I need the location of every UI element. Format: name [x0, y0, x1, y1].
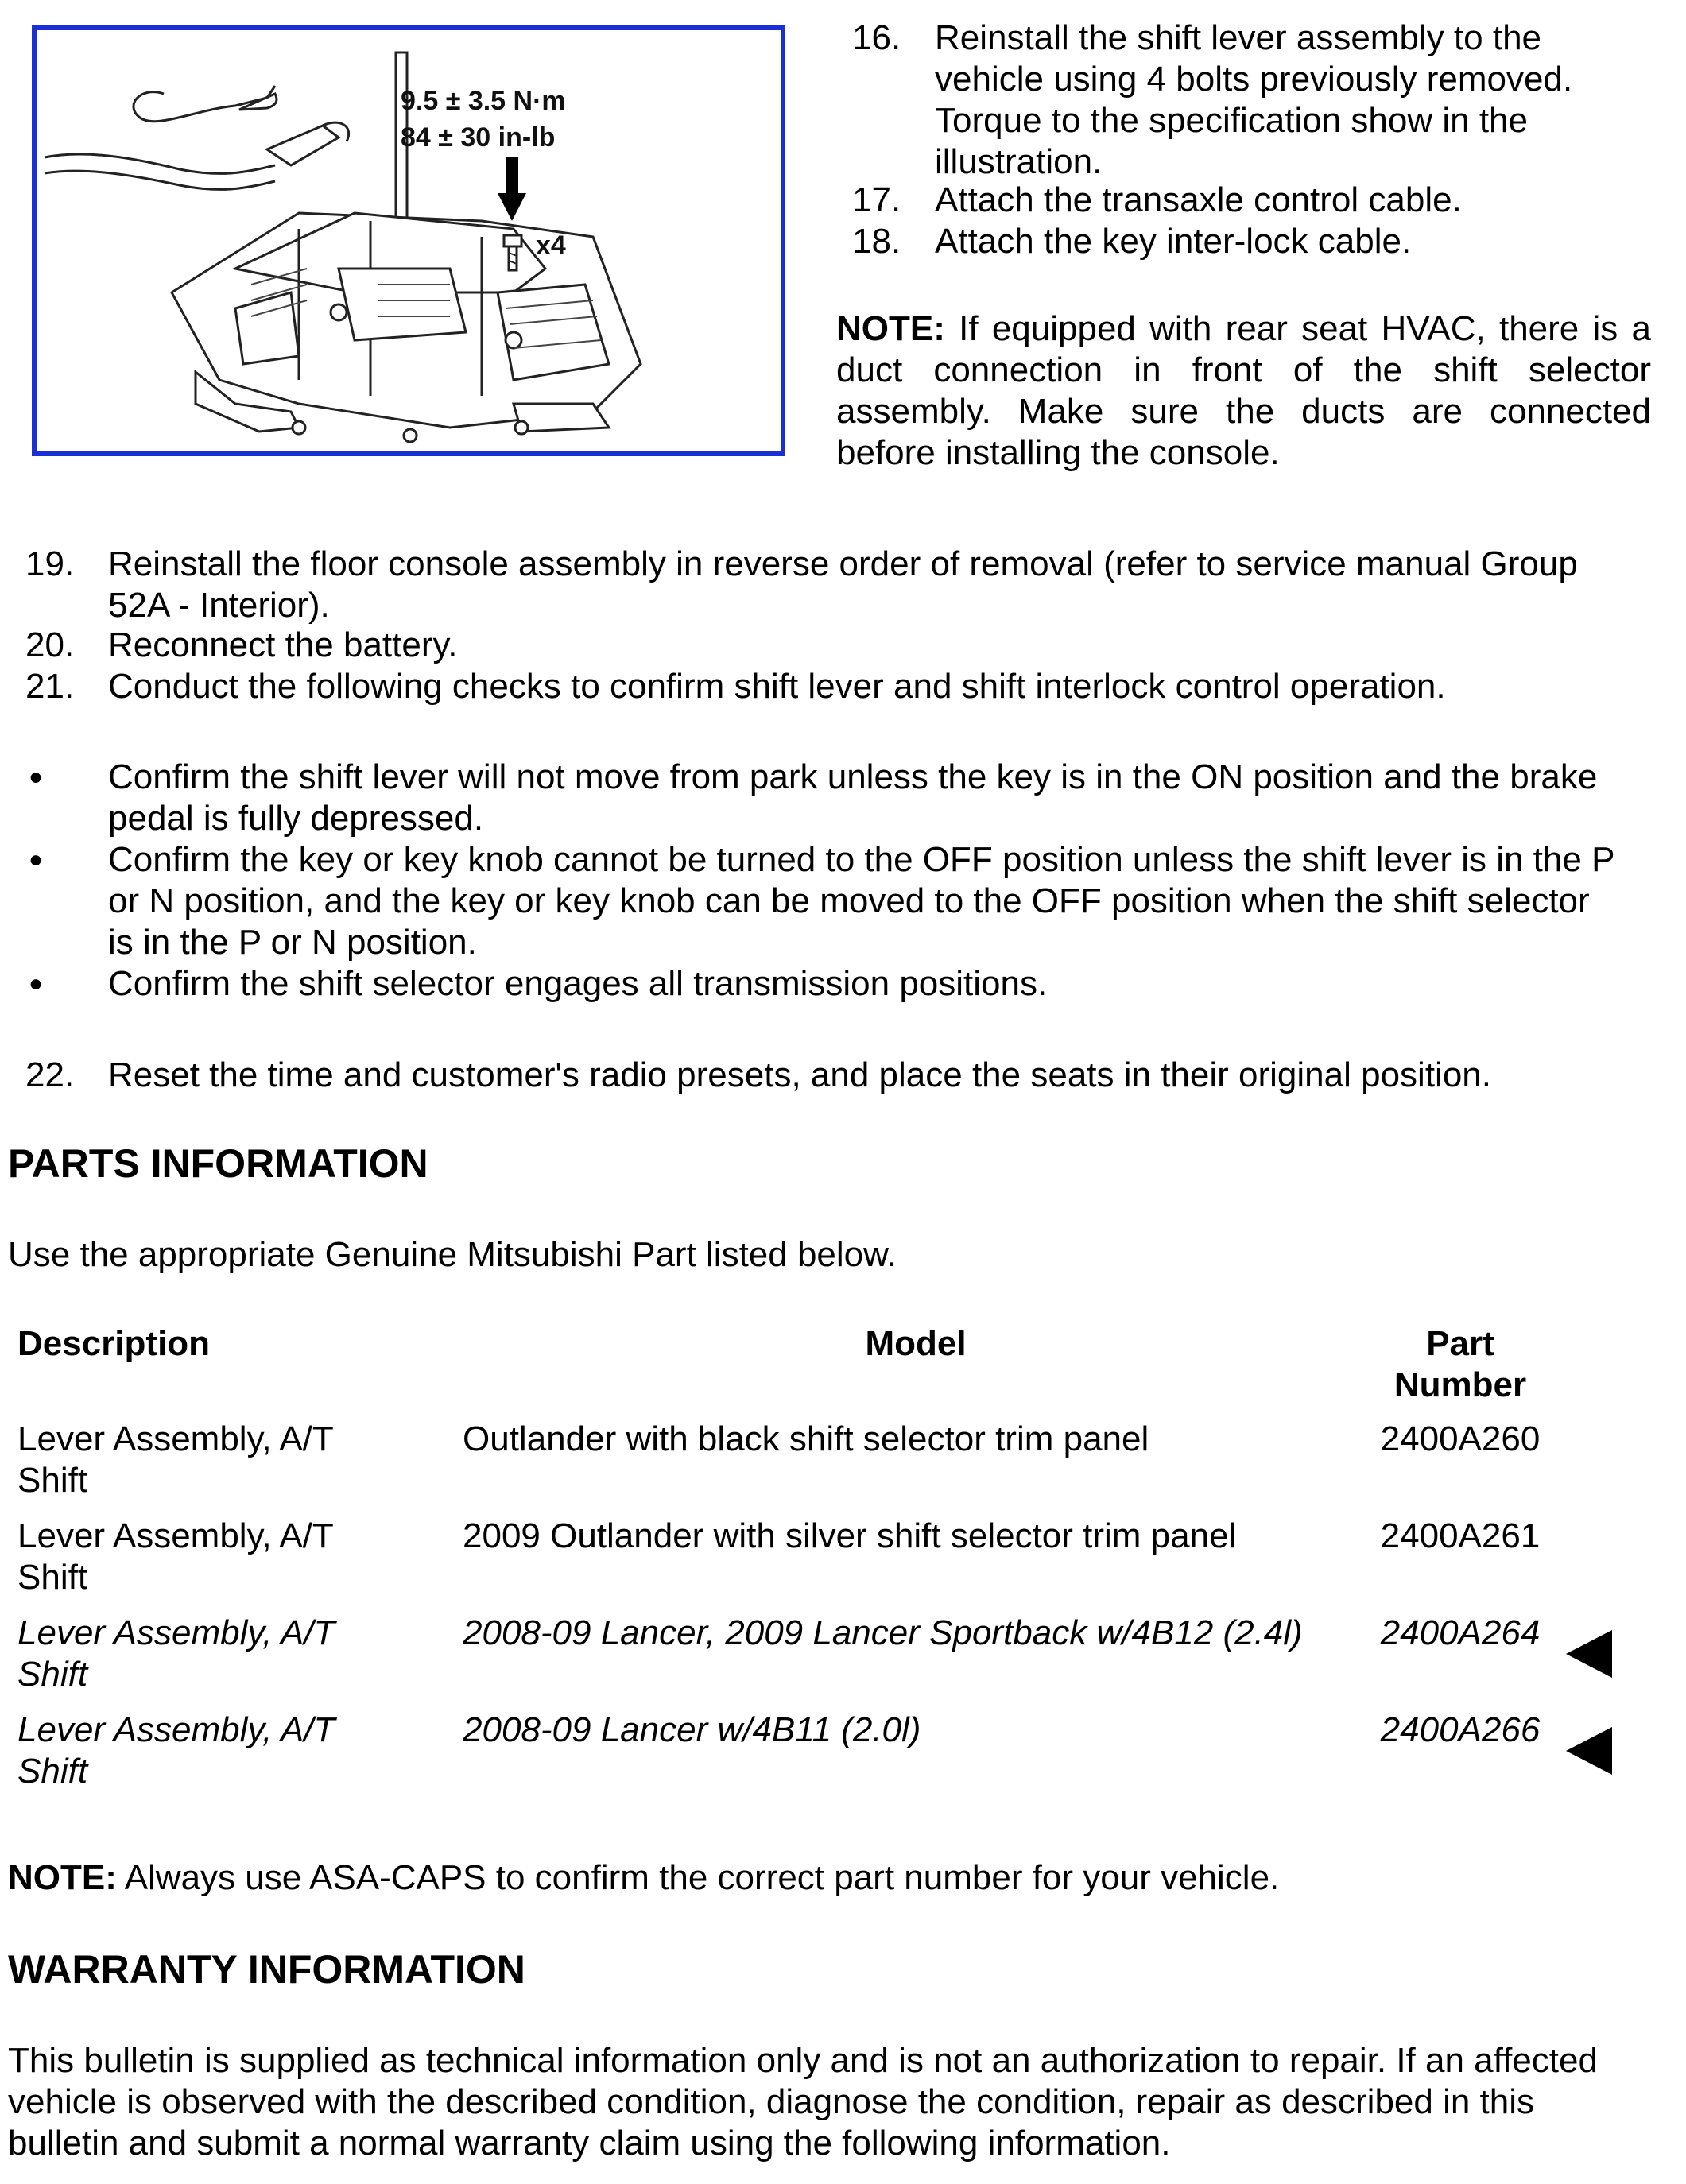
parts-note — [8, 1857, 1661, 1899]
shift-lever-drawing — [37, 30, 781, 451]
bullet-line: pedal is fully depressed. — [108, 799, 484, 838]
col-part-line: Part — [1426, 1324, 1494, 1363]
col-model: Model — [865, 1324, 967, 1363]
step-line: Reinstall the floor console assembly in reverse order of removal (refer to service manual Group — [108, 544, 1578, 583]
step-text: Attach the key inter-lock cable. — [935, 222, 1412, 261]
cell-marker — [1552, 1613, 1631, 1710]
bolt-qty-label: x4 — [536, 230, 566, 261]
step-number: 22. — [25, 1055, 75, 1094]
col-part-line: Number — [1393, 1365, 1527, 1404]
desc-line: Lever Assembly, A/T — [17, 1516, 334, 1555]
cell-model: Outlander with black shift selector trim panel — [463, 1419, 1149, 1458]
cell-marker — [1552, 1516, 1631, 1613]
col-marker — [1552, 1323, 1631, 1419]
cell-part-number: 2400A261 — [1380, 1516, 1541, 1555]
table-header-row — [8, 1323, 1631, 1419]
step-text — [935, 17, 1572, 183]
bullet-dot-icon: ● — [29, 970, 44, 997]
cell-model: 2009 Outlander with silver shift selector trim panel — [463, 1516, 1237, 1555]
note-label: NOTE: — [836, 309, 945, 348]
step-number: 21. — [25, 667, 75, 706]
torque-inlb-label: 84 ± 30 in-lb — [401, 122, 556, 153]
cell-marker — [1552, 1419, 1631, 1516]
shift-lever-illustration — [32, 25, 785, 456]
step-line: 52A - Interior). — [108, 586, 330, 625]
warranty-line: bulletin and submit a normal warranty claim using the following information. — [8, 2124, 1171, 2163]
step-text: Conduct the following checks to confirm shift lever and shift interlock control operation. — [108, 667, 1446, 706]
bullet-text — [108, 839, 1614, 963]
bullet-line: Confirm the shift lever will not move from park unless the key is in the ON position and the brake — [108, 757, 1598, 796]
bullet-line: or N position, and the key or key knob can be moved to the OFF position when the shift selector — [108, 881, 1590, 920]
step-number: 18. — [852, 222, 901, 261]
warranty-line: vehicle is observed with the described condition, diagnose the condition, repair as described in this — [8, 2082, 1535, 2121]
cell-model: 2008-09 Lancer w/4B11 (2.0l) — [463, 1710, 921, 1749]
bullet-text: Confirm the shift selector engages all transmission positions. — [108, 964, 1048, 1003]
cell-description — [8, 1710, 463, 1806]
step-text: Reset the time and customer's radio presets, and place the seats in their original position. — [108, 1055, 1491, 1094]
step-number: 17. — [852, 180, 901, 219]
step-number: 20. — [25, 625, 75, 664]
step-line: illustration. — [935, 142, 1103, 181]
bullet-dot-icon: ● — [29, 846, 44, 873]
warranty-text — [8, 2040, 1669, 2164]
table-row — [8, 1419, 1631, 1516]
table-row — [8, 1516, 1631, 1613]
change-marker-arrow-icon — [1566, 1630, 1612, 1678]
step-text: Attach the transaxle control cable. — [935, 180, 1462, 219]
parts-intro: Use the appropriate Genuine Mitsubishi Part listed below. — [8, 1235, 897, 1274]
parts-table — [8, 1323, 1631, 1806]
step-line: vehicle using 4 bolts previously removed. — [935, 60, 1573, 99]
desc-line: Shift — [17, 1461, 88, 1500]
desc-line: Lever Assembly, A/T — [17, 1419, 334, 1458]
cell-model: 2008-09 Lancer, 2009 Lancer Sportback w/4B12 (2.4l) — [463, 1613, 1303, 1652]
warranty-line: This bulletin is supplied as technical information only and is not an authorization to repair. If an affected — [8, 2041, 1598, 2080]
step-number: 16. — [852, 18, 901, 57]
step-text: Reconnect the battery. — [108, 625, 458, 664]
desc-line: Shift — [17, 1558, 88, 1597]
cell-part-number: 2400A264 — [1380, 1613, 1541, 1652]
step-line: Torque to the specification show in the — [935, 101, 1529, 140]
table-row — [8, 1613, 1631, 1710]
hvac-note — [836, 308, 1651, 474]
parts-heading: PARTS INFORMATION — [8, 1141, 428, 1186]
bullet-line: Confirm the key or key knob cannot be turned to the OFF position unless the shift lever is in the P — [108, 840, 1615, 879]
torque-nm-label: 9.5 ± 3.5 N·m — [401, 86, 566, 116]
cell-description — [8, 1419, 463, 1516]
note-label: NOTE: — [8, 1858, 117, 1897]
desc-line: Shift — [17, 1655, 88, 1694]
desc-line: Shift — [17, 1752, 88, 1791]
desc-line: Lever Assembly, A/T — [17, 1613, 335, 1652]
step-line: Reinstall the shift lever assembly to the — [935, 18, 1542, 57]
bullet-text — [108, 757, 1597, 839]
change-marker-arrow-icon — [1566, 1727, 1612, 1775]
step-number: 19. — [25, 544, 75, 583]
col-description: Description — [17, 1324, 211, 1363]
cell-description — [8, 1516, 463, 1613]
warranty-heading: WARRANTY INFORMATION — [8, 1947, 525, 1992]
cell-part-number: 2400A260 — [1380, 1419, 1541, 1458]
cell-part-number: 2400A266 — [1380, 1710, 1541, 1749]
table-row — [8, 1710, 1631, 1806]
note-text: Always use ASA-CAPS to confirm the correct part number for your vehicle. — [124, 1858, 1280, 1897]
cell-description — [8, 1613, 463, 1710]
note-text: If equipped with rear seat HVAC, there is a duct connection in front of the shift selector assembly. Make sure the ducts are connected before installing the console. — [836, 309, 1651, 472]
step-text — [108, 544, 1578, 626]
desc-line: Lever Assembly, A/T — [17, 1710, 335, 1749]
bullet-line: is in the P or N position. — [108, 923, 477, 962]
down-arrow-icon — [498, 157, 526, 221]
cell-marker — [1552, 1710, 1631, 1806]
bullet-dot-icon: ● — [29, 764, 44, 790]
col-part-number — [1369, 1323, 1552, 1419]
